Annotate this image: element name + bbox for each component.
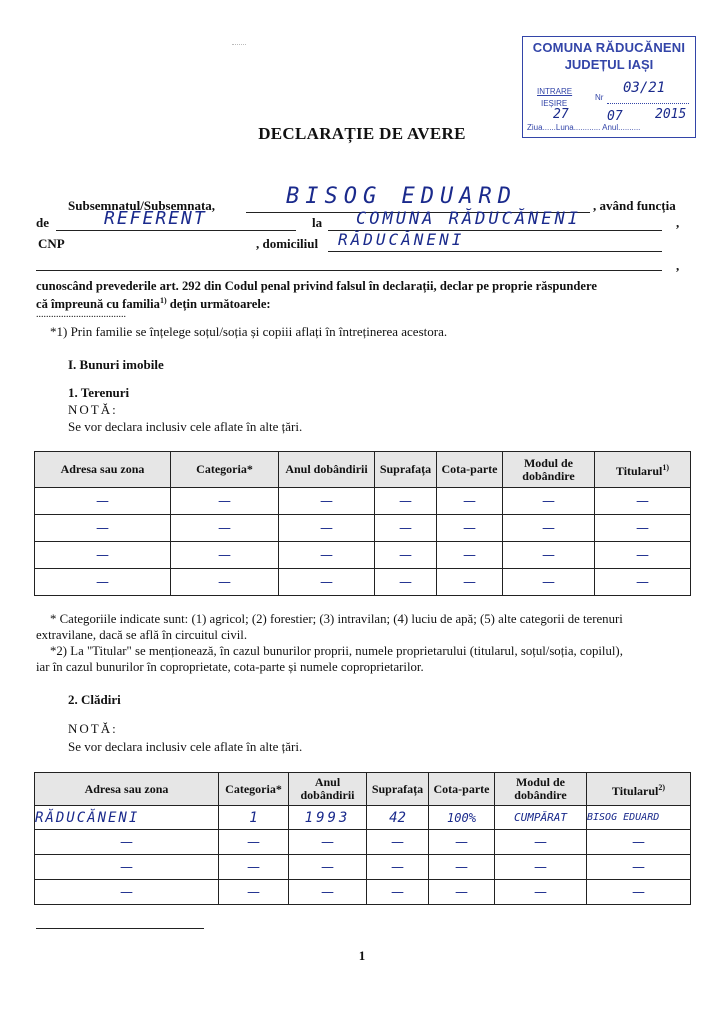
col-titularul-sup: 1) <box>662 463 670 472</box>
table-cell: BISOG EDUARD <box>587 806 691 830</box>
stamp-line2: JUDEȚUL IAȘI <box>564 57 654 72</box>
table-cell: — <box>219 855 289 880</box>
stamp-intrare: INTRARE <box>537 87 573 96</box>
declarant-name: BISOG EDUARD <box>286 184 517 209</box>
page-title: DECLARAȚIE DE AVERE <box>258 124 466 143</box>
table-cell: — <box>375 569 437 596</box>
table-cell: — <box>35 515 171 542</box>
comma-1: , <box>676 215 680 230</box>
table-cell: — <box>171 542 279 569</box>
note-titular: *2) La "Titular" se menționează, în cazul bunurilor proprii, numele proprietarului (titularul, soțul/soția, copilul), <box>50 644 623 658</box>
section2-nota: NOTĂ: <box>68 721 118 736</box>
table-row <box>35 806 691 830</box>
table-cell: — <box>437 515 503 542</box>
table-cell: — <box>367 855 429 880</box>
domiciliul-label: , domiciliul <box>256 236 319 251</box>
intro-line2-a: că împreună cu familia <box>36 297 160 312</box>
table-cell: — <box>495 880 587 905</box>
section2-nota-text: Se vor declara inclusiv cele aflate în alte țări. <box>68 739 303 754</box>
table-cell: — <box>35 880 219 905</box>
table-cell: 100% <box>429 806 495 830</box>
table-cell: — <box>503 515 595 542</box>
table-cell: — <box>429 830 495 855</box>
table-cell: — <box>495 855 587 880</box>
table-cell: — <box>595 569 691 596</box>
col-modul: Modul de dobândire <box>495 773 587 806</box>
table-cell: — <box>437 569 503 596</box>
table-cell: — <box>35 542 171 569</box>
comma-2: , <box>676 258 680 273</box>
table-cell: — <box>279 569 375 596</box>
cnp-label: CNP <box>38 236 65 251</box>
intro-line1: cunoscând prevederile art. 292 din Codul penal privind falsul în declarații, declar pe proprie răspundere <box>36 279 597 293</box>
table-cell: — <box>289 830 367 855</box>
table-cell: CUMPĂRAT <box>495 806 587 830</box>
table-cell: — <box>595 515 691 542</box>
table-cell: 42 <box>367 806 429 830</box>
col-adresa: Adresa sau zona <box>35 452 171 488</box>
table-row <box>35 880 691 905</box>
table-cell: — <box>375 515 437 542</box>
footnote-family: *1) Prin familie se înțelege soțul/soția și copiii aflați în întreținerea acestora. <box>50 324 448 339</box>
table-cell: — <box>219 830 289 855</box>
functia-value: REFERENT <box>104 208 207 229</box>
subsemnatul-label: Subsemnatul/Subsemnata, <box>68 198 216 213</box>
stamp-month: 07 <box>607 109 623 124</box>
stamp-nr-line <box>607 103 689 104</box>
col-cota: Cota-parte <box>437 452 503 488</box>
col-titularul-sup: 2) <box>658 782 666 792</box>
col-anul: Anul dobândirii <box>279 452 375 488</box>
table-cell: — <box>171 569 279 596</box>
table-cell: — <box>171 488 279 515</box>
stamp-line1: COMUNA RĂDUCĂNENI <box>532 40 686 55</box>
table-cell: RĂDUCĂNENI <box>35 806 219 830</box>
table-cell: — <box>171 515 279 542</box>
col-suprafata: Suprafața <box>375 452 437 488</box>
table-cell: — <box>367 830 429 855</box>
col-cota: Cota-parte <box>429 773 495 806</box>
table-row <box>35 830 691 855</box>
table-row <box>35 569 691 596</box>
table-cell: — <box>289 855 367 880</box>
table-cell: — <box>495 830 587 855</box>
table-cell: — <box>437 488 503 515</box>
table-cell: — <box>595 488 691 515</box>
stamp-date-label: Ziua......Luna............ Anul.......... <box>527 123 641 132</box>
table-cell: — <box>503 542 595 569</box>
note-categorii-b: extravilane, dacă se află în circuitul civil. <box>36 628 248 642</box>
registration-stamp <box>522 36 696 138</box>
col-modul: Modul de dobândire <box>503 452 595 488</box>
table-cell: — <box>437 542 503 569</box>
page-number: 1 <box>358 948 366 963</box>
table-cell: — <box>587 880 691 905</box>
table-cell: — <box>35 488 171 515</box>
scan-mark <box>232 44 246 51</box>
de-label: de <box>36 215 49 230</box>
section1-nota: NOTĂ: <box>68 402 118 417</box>
table-cell: — <box>503 569 595 596</box>
table-cell: — <box>375 488 437 515</box>
col-titularul-label: Titularul <box>611 783 659 798</box>
col-adresa: Adresa sau zona <box>35 773 219 806</box>
table-cell: — <box>219 880 289 905</box>
table-row <box>35 855 691 880</box>
institutia-value: COMUNA RĂDUCĂNENI <box>356 209 581 229</box>
table-cell: — <box>429 880 495 905</box>
section1-heading: I. Bunuri imobile <box>68 357 164 372</box>
table-cell: — <box>367 880 429 905</box>
col-suprafata: Suprafața <box>367 773 429 806</box>
stamp-day: 27 <box>553 107 569 122</box>
avand-functia-label: , având funcția <box>593 198 676 213</box>
cladiri-table <box>34 772 691 905</box>
table-cell: — <box>587 855 691 880</box>
functia-line <box>56 230 296 231</box>
note-titular-b: iar în cazul bunurilor în coproprietate, cota-parte și numele coproprietarilor. <box>36 660 424 674</box>
la-label: la <box>312 215 323 230</box>
domiciliul-line <box>328 251 662 252</box>
table-cell: — <box>375 542 437 569</box>
col-titularul <box>587 773 691 806</box>
table-cell: 1 <box>219 806 289 830</box>
table-cell: — <box>429 855 495 880</box>
col-titularul-label: Titularul <box>615 464 663 478</box>
table-cell: — <box>35 830 219 855</box>
table-cell: — <box>595 542 691 569</box>
intro-line2-sup: 1) <box>159 296 167 305</box>
footnote-separator <box>36 928 204 929</box>
section1-sub: 1. Terenuri <box>68 385 130 400</box>
table-cell: — <box>279 515 375 542</box>
table-row <box>35 488 691 515</box>
stamp-iesire: IEȘIRE <box>541 99 568 108</box>
table-cell: — <box>35 569 171 596</box>
table-cell: — <box>279 488 375 515</box>
intro-dots: .................................... <box>36 309 126 320</box>
table-cell: 1993 <box>289 806 367 830</box>
stamp-nr-value: 03/21 <box>623 80 666 96</box>
terenuri-table <box>34 451 691 596</box>
section2-sub: 2. Clădiri <box>68 692 121 707</box>
domiciliul-value: RĂDUCĂNENI <box>338 230 465 249</box>
col-anul: Anul dobândirii <box>289 773 367 806</box>
note-categorii: * Categoriile indicate sunt: (1) agricol; (2) forestier; (3) intravilan; (4) luciu de apă; (5) alte categorii de terenuri <box>50 612 623 626</box>
table-row <box>35 542 691 569</box>
col-categoria: Categoria* <box>219 773 289 806</box>
table-cell: — <box>503 488 595 515</box>
section1-nota-text: Se vor declara inclusiv cele aflate în alte țări. <box>68 419 303 434</box>
stamp-year: 2015 <box>655 107 687 122</box>
cladiri-header-row <box>35 773 691 806</box>
table-cell: — <box>587 830 691 855</box>
table-row <box>35 515 691 542</box>
table-cell: — <box>35 855 219 880</box>
col-titularul <box>595 452 691 488</box>
intro-line2-b: dețin următoarele: <box>166 297 271 312</box>
address-line-2 <box>36 270 662 271</box>
stamp-nr-label: Nr <box>595 93 604 102</box>
table-cell: — <box>289 880 367 905</box>
col-categoria: Categoria* <box>171 452 279 488</box>
terenuri-header-row <box>35 452 691 488</box>
table-cell: — <box>279 542 375 569</box>
